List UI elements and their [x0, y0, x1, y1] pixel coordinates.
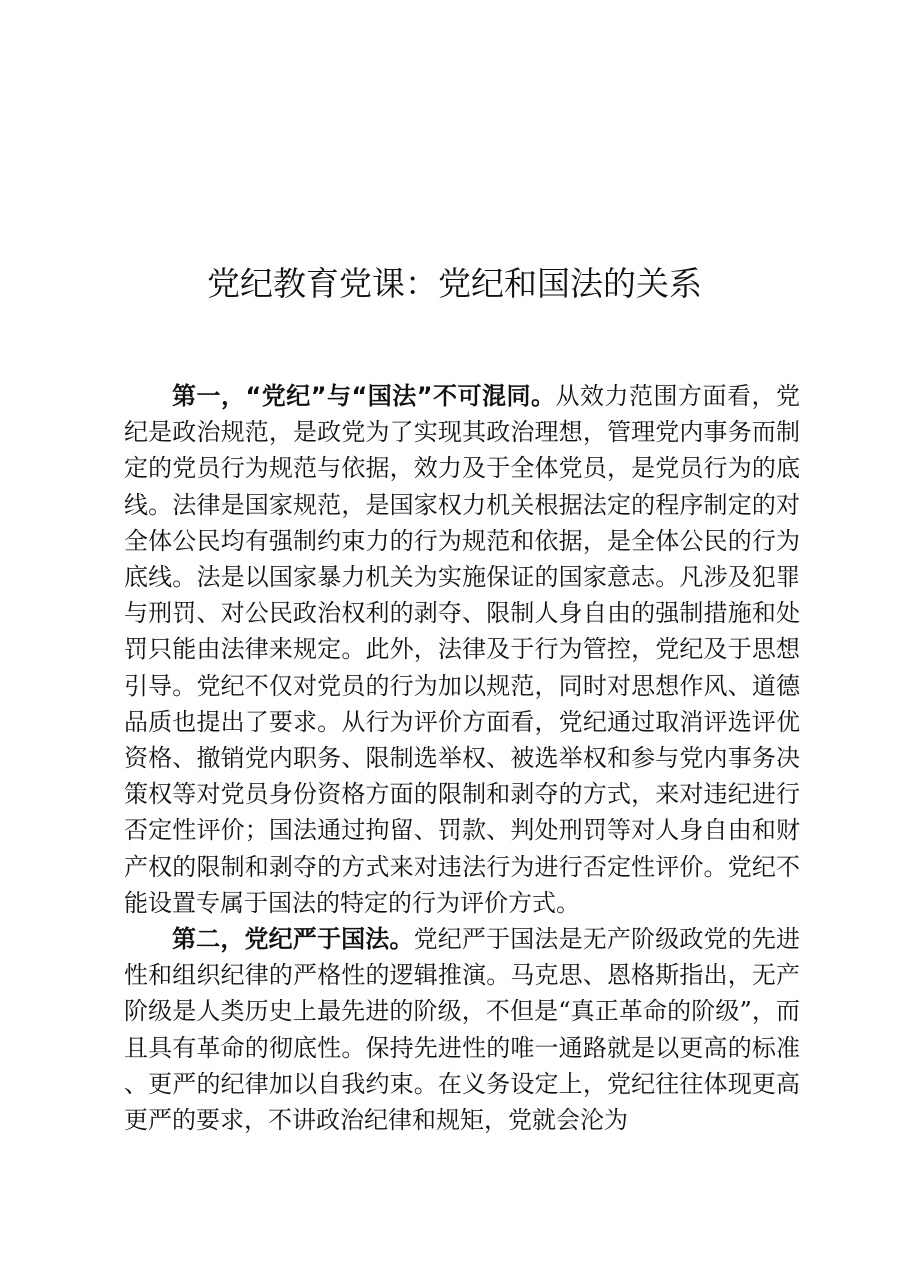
paragraph-2-text: 党纪严于国法是无产阶级政党的先进性和组织纪律的严格性的逻辑推演。马克思、恩格斯指出，无产阶级是人类历史上最先进的阶级，不但是“真正革命的阶级”，而且具有革命的彻底性。保持先进性的唯一通路就是以更高的标准、更严的纪律加以自我约束。在义务设定上，党纪往往体现更高更严的要求，不讲政治纪律和规矩，党就会沦为	[124, 925, 801, 1135]
paragraph-1-text: 从效力范围方面看，党纪是政治规范，是政党为了实现其政治理想，管理党内事务而制定的党员行为规范与依据，效力及于全体党员，是党员行为的底线。法律是国家规范，是国家权力机关根据法定的程序制定的对全体公民均有强制约束力的行为规范和依据，是全体公民的行为底线。法是以国家暴力机关为实施保证的国家意志。凡涉及犯罪与刑罚、对公民政治权利的剥夺、限制人身自由的强制措施和处罚只能由法律来规定。此外，法律及于行为管控，党纪及于思想引导。党纪不仅对党员的行为加以规范，同时对思想作风、道德品质也提出了要求。从行为评价方面看，党纪通过取消评选评优资格、撤销党内职务、限制选举权、被选举权和参与党内事务决策权等对党员身份资格方面的限制和剥夺的方式，来对违纪进行否定性评价；国法通过拘留、罚款、判处刑罚等对人身自由和财产权的限制和剥夺的方式来对违法行为进行否定性评价。党纪不能设置专属于国法的特定的行为评价方式。	[124, 382, 800, 917]
paragraph-1	[124, 378, 800, 921]
document-body	[124, 378, 800, 1138]
document-title: 党纪教育党课：党纪和国法的关系	[207, 264, 702, 303]
paragraph-1-lead: 第一，“党纪”与“国法”不可混同。	[172, 382, 556, 410]
paragraph-2-lead: 第二，党纪严于国法。	[172, 925, 414, 954]
paragraph-2	[124, 921, 800, 1138]
